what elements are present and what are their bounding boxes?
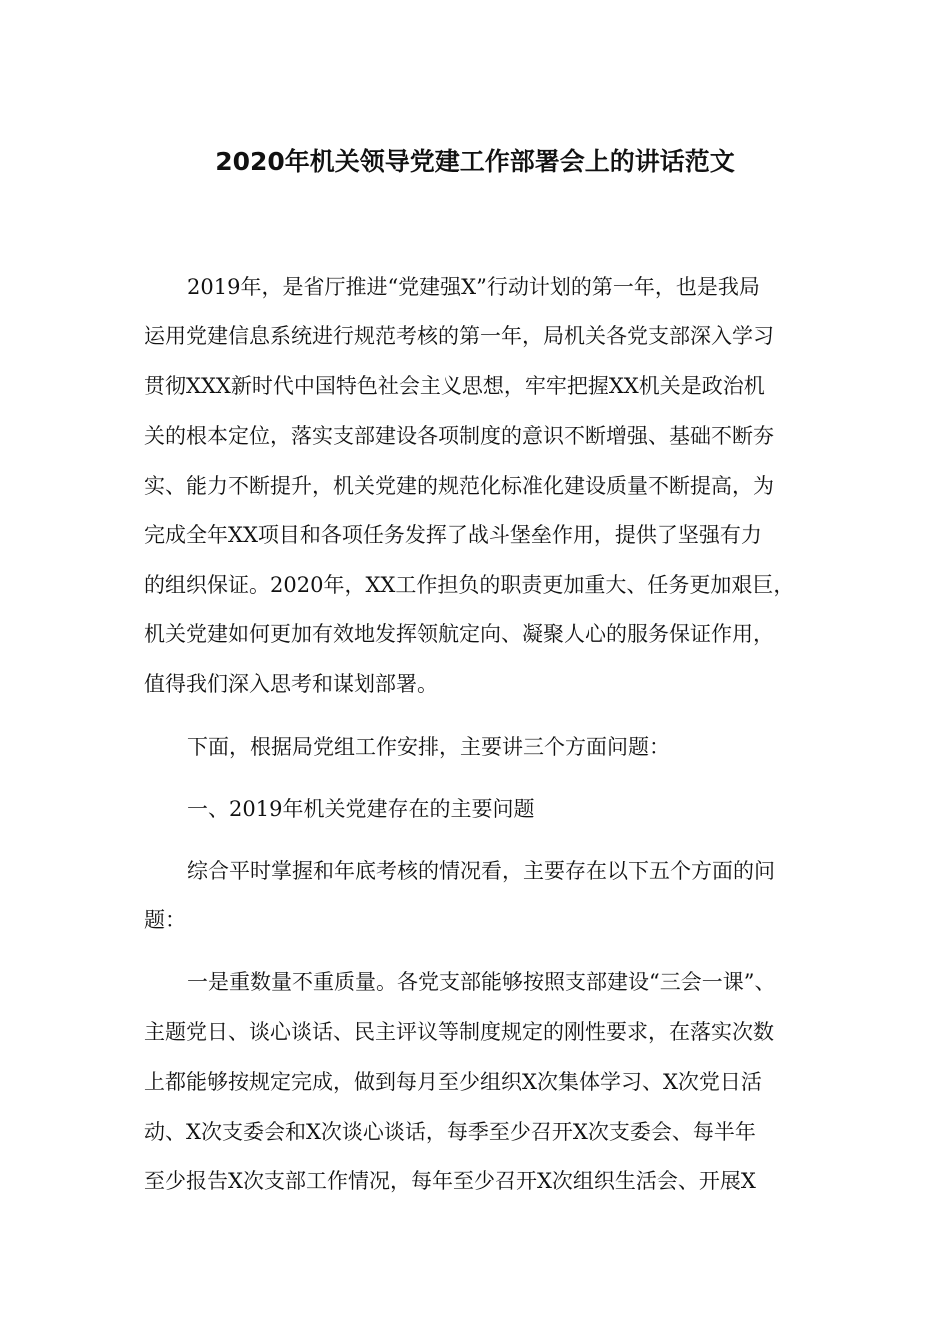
body-line: 2019年，是省厅推进“党建强X”行动计划的第一年，也是我局 [187, 275, 760, 299]
body-line: 上都能够按规定完成，做到每月至少组织X次集体学习、X次党日活 [144, 1070, 762, 1094]
body-line: 的组织保证。2020年，XX工作担负的职责更加重大、任务更加艰巨， [144, 573, 795, 597]
body-line: 下面，根据局党组工作安排，主要讲三个方面问题： [187, 735, 670, 759]
section-heading: 一、2019年机关党建存在的主要问题 [187, 797, 535, 821]
body-line: 关的根本定位，落实支部建设各项制度的意识不断增强、基础不断夯 [144, 424, 774, 448]
body-line: 实、能力不断提升，机关党建的规范化标准化建设质量不断提高，为 [144, 474, 774, 498]
body-line: 运用党建信息系统进行规范考核的第一年，局机关各党支部深入学习 [144, 324, 774, 348]
body-line: 综合平时掌握和年底考核的情况看，主要存在以下五个方面的问 [187, 859, 775, 883]
body-line: 动、X次支委会和X次谈心谈话，每季至少召开X次支委会、每半年 [144, 1120, 756, 1144]
body-line: 一是重数量不重质量。各党支部能够按照支部建设“三会一课”、 [187, 970, 776, 994]
body-line: 值得我们深入思考和谋划部署。 [144, 672, 438, 696]
body-line: 完成全年XX项目和各项任务发挥了战斗堡垒作用，提供了坚强有力 [144, 523, 762, 547]
body-line: 贯彻XXX新时代中国特色社会主义思想，牢牢把握XX机关是政治机 [144, 374, 765, 398]
body-line: 主题党日、谈心谈话、民主评议等制度规定的刚性要求，在落实次数 [144, 1020, 774, 1044]
body-line: 至少报告X次支部工作情况，每年至少召开X次组织生活会、开展X [144, 1169, 756, 1193]
body-line: 题： [144, 908, 186, 932]
document-title: 2020年机关领导党建工作部署会上的讲话范文 [215, 147, 735, 176]
body-line: 机关党建如何更加有效地发挥领航定向、凝聚人心的服务保证作用， [144, 622, 774, 646]
